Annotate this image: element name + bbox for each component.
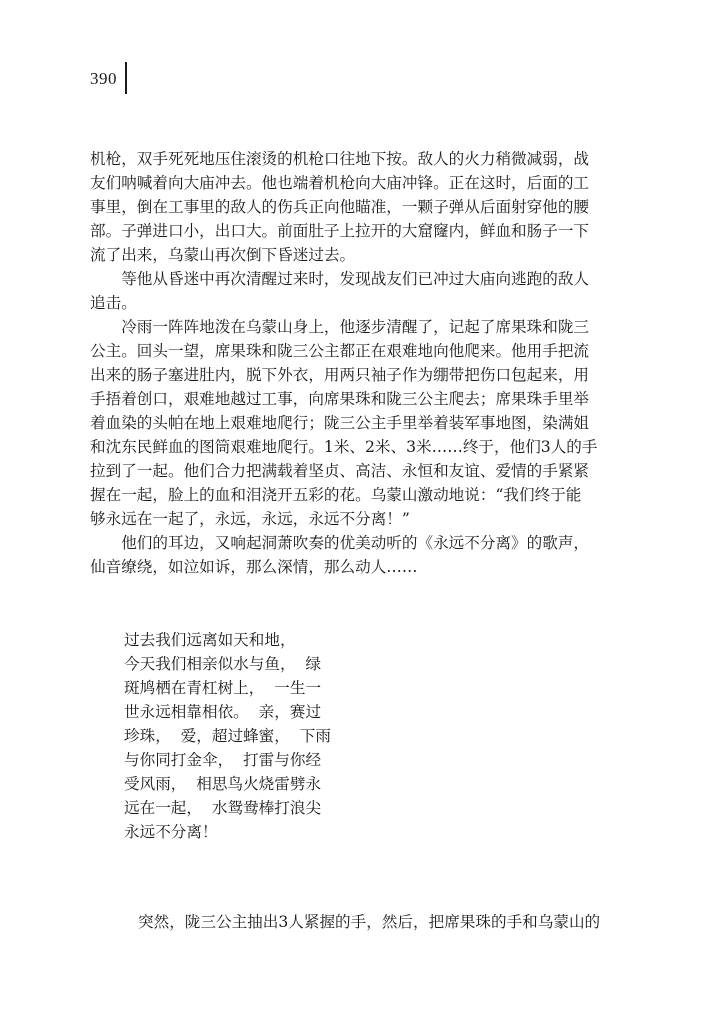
lyric-line: 与你同打金伞， 打雷与你经 bbox=[124, 751, 322, 769]
text-line: 友们呐喊着向大庙冲去。他也端着机枪向大庙冲锋。正在这时，后面的工 bbox=[90, 174, 590, 192]
text-line: 握在一起，脸上的血和泪浇开五彩的花。乌蒙山激动地说：“我们终于能 bbox=[90, 486, 582, 504]
lyric-line: 今天我们相亲似水与鱼， 绿 bbox=[124, 655, 322, 673]
page-number-divider bbox=[125, 62, 127, 94]
lyric-line: 斑鸠栖在青杠树上， 一生一 bbox=[124, 679, 322, 697]
lyric-line: 受风雨， 相思鸟火烧雷劈永 bbox=[124, 775, 322, 793]
text-line: 等他从昏迷中再次清醒过来时，发现战友们已冲过大庙向逃跑的敌人 bbox=[90, 270, 590, 288]
text-line: 公主。回头一望，席果珠和陇三公主都正在艰难地向他爬来。他用手把流 bbox=[90, 342, 590, 360]
text-line: 着血染的头帕在地上艰难地爬行；陇三公主手里举着装军事地图，染满姐 bbox=[90, 414, 590, 432]
text-line: 突然，陇三公主抽出3人紧握的手，然后，把席果珠的手和乌蒙山的 bbox=[138, 913, 601, 931]
lyric-line: 永远不分离！ bbox=[124, 823, 218, 841]
text-line: 他们的耳边，又响起洞萧吹奏的优美动听的《永远不分离》的歌声， bbox=[90, 534, 590, 552]
text-line: 机枪，双手死死地压住滚烫的机枪口往地下按。敌人的火力稍微减弱，战 bbox=[90, 150, 590, 168]
lyric-line: 珍珠， 爱，超过蜂蜜， 下雨 bbox=[124, 727, 331, 745]
lyric-line: 世永远相靠相依。 亲，赛过 bbox=[124, 703, 322, 721]
page-number: 390 bbox=[90, 69, 117, 88]
text-line: 事里，倒在工事里的敌人的伤兵正向他瞄准，一颗子弹从后面射穿他的腰 bbox=[90, 198, 590, 216]
text-line: 和沈东民鲜血的图筒艰难地爬行。1米、2米、3米……终于，他们3人的手 bbox=[90, 438, 598, 456]
lyric-line: 远在一起， 水鸳鸯棒打浪尖 bbox=[124, 799, 322, 817]
text-line: 出来的肠子塞进肚内，脱下外衣，用两只袖子作为绷带把伤口包起来，用 bbox=[90, 366, 590, 384]
text-line: 追击。 bbox=[90, 294, 137, 312]
lyric-line: 过去我们远离如天和地， bbox=[124, 631, 296, 649]
text-line: 流了出来，乌蒙山再次倒下昏迷过去。 bbox=[90, 246, 356, 264]
text-line: 冷雨一阵阵地泼在乌蒙山身上，他逐步清醒了，记起了席果珠和陇三 bbox=[90, 318, 590, 336]
text-line: 够永远在一起了，永远，永远，永远不分离！” bbox=[90, 510, 410, 528]
text-line: 仙音缭绕，如泣如诉，那么深情，那么动人…… bbox=[90, 558, 418, 576]
text-line: 部。子弹进口小，出口大。前面肚子上拉开的大窟窿内，鲜血和肠子一下 bbox=[90, 222, 590, 240]
text-line: 手捂着创口，艰难地越过工事，向席果珠和陇三公主爬去；席果珠手里举 bbox=[90, 390, 590, 408]
text-line: 拉到了一起。他们合力把满载着坚贞、高洁、永恒和友谊、爱情的手紧紧 bbox=[90, 462, 590, 480]
